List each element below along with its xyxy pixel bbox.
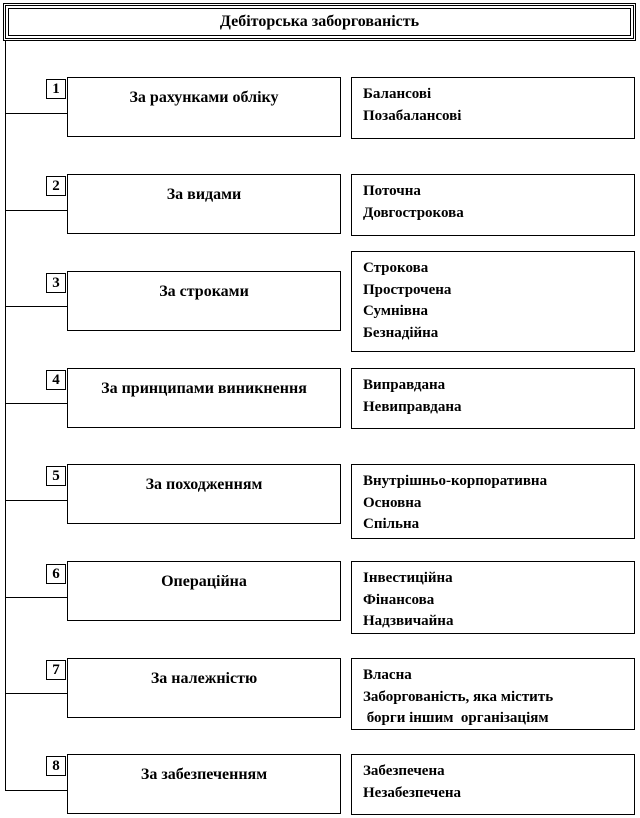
item-text: Інвестиційна [363,570,453,586]
items-box-5 [351,464,635,539]
item-text: Прострочена [363,281,452,298]
item-text: Строкова [363,260,429,276]
connector-line-4 [5,403,67,404]
items-box-6 [351,561,635,634]
category-number-6: 6 [46,564,66,584]
items-box-1 [351,77,635,139]
diagram-title-box [3,3,636,41]
item-text: борги іншим організаціям [363,710,549,726]
item-text: Основна [363,494,422,511]
category-box-2: За видами [67,174,341,234]
item-text: Внутрішньо-корпоративна [363,473,548,489]
items-box-7 [351,658,635,730]
item-text: Незабезпечена [363,784,462,801]
category-number-4: 4 [46,370,66,390]
category-number-8: 8 [46,756,66,776]
item-text: Безнадійна [363,324,439,341]
diagram-title: Дебіторська заборгованість [219,13,420,30]
connector-line-1 [5,113,67,114]
item-text: Довгострокова [363,204,464,221]
category-box-5: За походженням [67,464,341,524]
connector-line-2 [5,210,67,211]
category-number-3: 3 [46,273,66,293]
item-text: Заборгованість, яка містить [363,688,554,705]
vertical-spine-line [5,41,6,790]
category-box-8: За забезпеченням [67,754,341,814]
category-number-5: 5 [46,466,66,486]
item-text: Сумнівна [363,303,429,319]
connector-line-3 [5,306,67,307]
category-box-4: За принципами виникнення [67,368,341,428]
item-text: Спільна [363,516,420,532]
item-text: Власна [363,667,412,683]
category-box-3: За строками [67,271,341,331]
items-box-2 [351,174,635,236]
category-box-1: За рахунками обліку [67,77,341,137]
item-text: Фінансова [363,591,435,608]
connector-line-6 [5,597,67,598]
item-text: Балансові [363,86,432,102]
category-box-7: За належністю [67,658,341,718]
item-text: Забезпечена [363,763,445,779]
items-box-8 [351,754,635,815]
items-box-4 [351,368,635,429]
item-text: Виправдана [363,377,446,393]
category-number-7: 7 [46,660,66,680]
connector-line-5 [5,500,67,501]
item-text: Надзвичайна [363,613,454,629]
connector-line-7 [5,693,67,694]
category-box-6: Операційна [67,561,341,621]
item-text: Невиправдана [363,398,462,415]
connector-line-8 [5,790,67,791]
category-number-2: 2 [46,176,66,196]
item-text: Поточна [363,183,421,199]
items-box-3 [351,251,635,352]
item-text: Позабалансові [363,107,462,124]
category-number-1: 1 [46,79,66,99]
